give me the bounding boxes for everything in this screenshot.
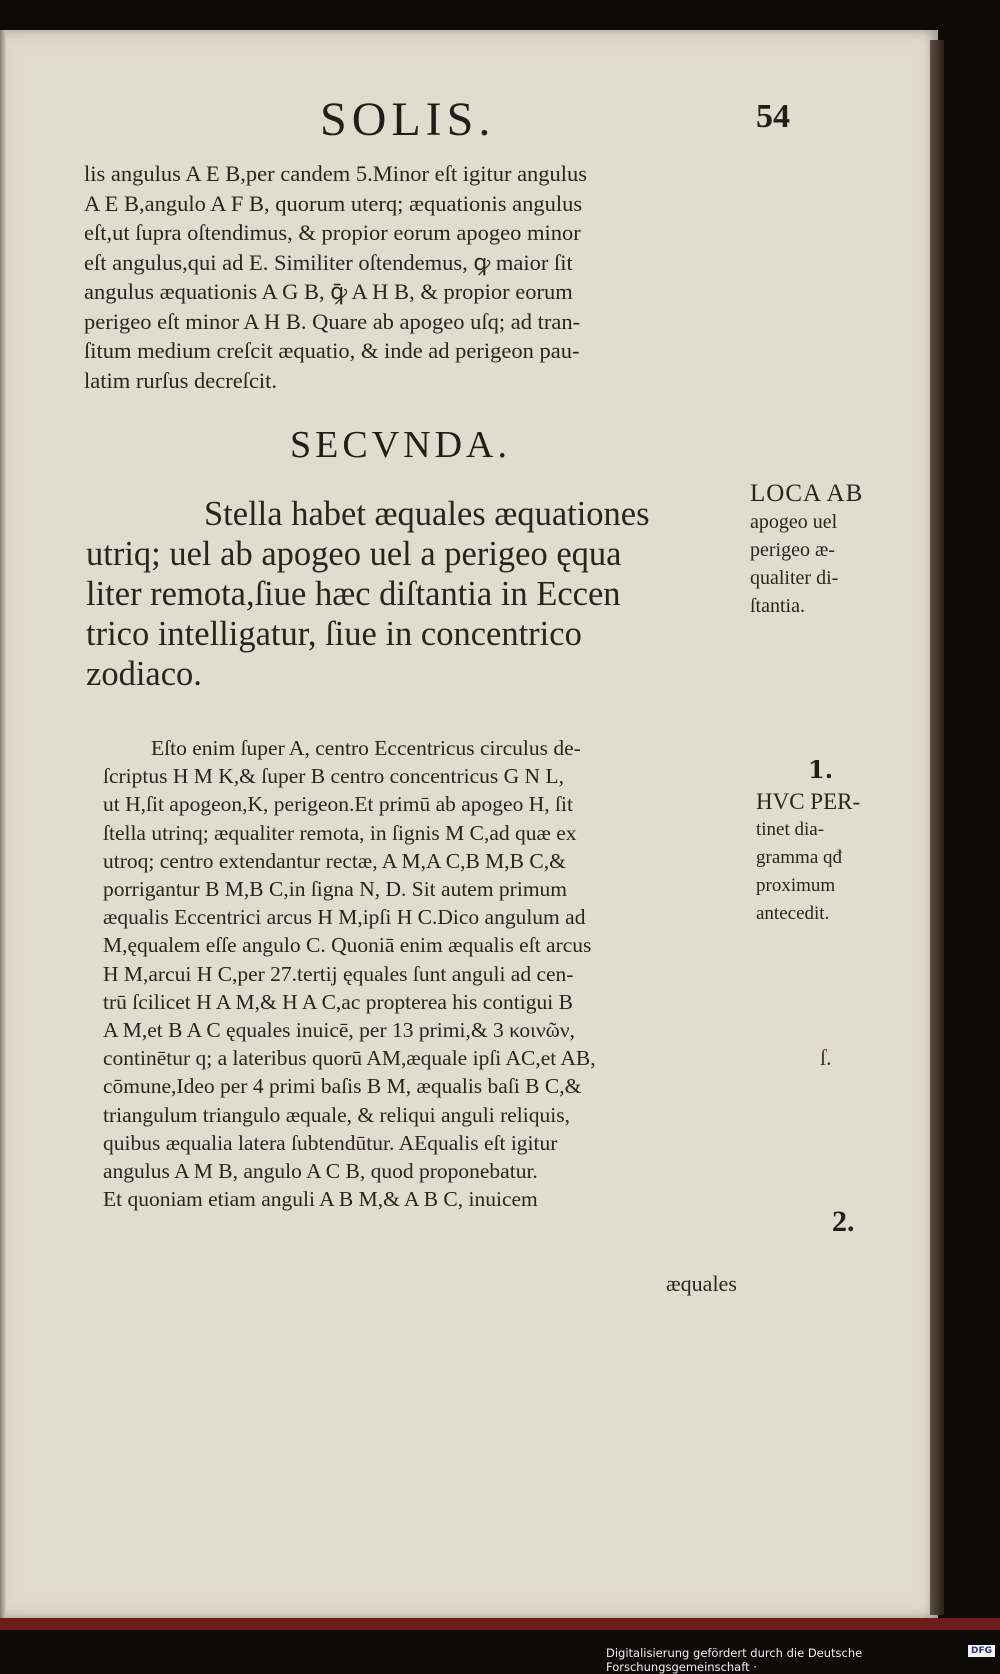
marginal-number-1: 1.: [808, 755, 834, 784]
marginal-mark: ſ.: [820, 1045, 832, 1070]
section-heading: SECVNDA.: [290, 424, 511, 466]
binding-band: [0, 1618, 1000, 1630]
proposition-line: liter remota,ſiue hæc diſtantia in Eccen: [86, 575, 621, 613]
proposition-line: utriq; uel ab apogeo uel a perigeo ęqua: [86, 535, 622, 573]
text-line: H M,arcui H C,per 27.tertij ęquales ſunt anguli ad cen-: [103, 961, 574, 986]
margin-line: tinet dia-: [756, 819, 825, 840]
text-line: continētur q; a lateribus quorū AM,æquale ipſi AC,et AB,: [103, 1046, 596, 1071]
text-line: latim rurſus decreſcit.: [84, 367, 278, 393]
text-line: lis angulus A E B,per candem 5.Minor eſt igitur angulus: [84, 161, 588, 186]
margin-note-huc: [756, 788, 860, 928]
text-line: Et quoniam etiam anguli A B M,& A B C, inuicem: [103, 1187, 538, 1212]
margin-line: proximum: [756, 875, 836, 896]
page-left-edge: [0, 30, 6, 1618]
proposition-text: [86, 494, 650, 694]
margin-line: apogeo uel: [750, 511, 838, 533]
text-line: ſtella utrinq; æqualiter remota, in ſignis M C,ad quæ ex: [103, 820, 577, 845]
catchword: æquales: [666, 1271, 737, 1296]
text-line: æqualis Eccentrici arcus H M,ipſi H C.Dico angulum ad: [103, 905, 586, 930]
margin-line: gramma qđ: [756, 847, 843, 868]
running-head: SOLIS.: [320, 93, 496, 146]
text-line: A E B,angulo A F B, quorum uterq; æquationis angulus: [84, 190, 583, 216]
text-line: ſitum medium creſcit æquatio, & inde ad perigeon pau-: [84, 338, 580, 363]
margin-line: HVC PER-: [756, 789, 861, 814]
opening-paragraph: [84, 159, 587, 395]
text-line: cōmune,Ideo per 4 primi baſis B M, æqualis baſi B C,&: [103, 1074, 582, 1099]
digitization-credit: Digitalisierung gefördert durch die Deutsche Forschungsgemeinschaft ·: [606, 1646, 863, 1674]
margin-note-loca: [750, 480, 863, 620]
text-line: ſcriptus H M K,& ſuper B centro concentricus G N L,: [103, 764, 564, 789]
text-line: quibus æqualia latera ſubtendūtur. AEqualis eſt igitur: [103, 1130, 558, 1155]
text-line: Eſto enim ſuper A, centro Eccentricus circulus de-: [151, 736, 581, 760]
text-line: trū ſcilicet H A M,& H A C,ac propterea his contigui B: [103, 989, 573, 1014]
margin-line: perigeo æ-: [750, 539, 835, 561]
text-line: porrigantur B M,B C,in ſigna N, D. Sit autem primum: [103, 877, 568, 902]
text-line: A M,et B A C ęquales inuicē, per 13 primi,& 3 κοινῶν,: [103, 1018, 575, 1043]
text-line: angulus æquationis A G B, ꝙ̄ A H B, & propior eorum: [84, 279, 573, 304]
page-gutter-shadow: [930, 40, 944, 1615]
margin-line: LOCA AB: [750, 480, 864, 507]
text-line: eſt,ut ſupra oſtendimus, & propior eorum apogeo minor: [84, 220, 581, 245]
text-line: utroq; centro extendantur rectæ, A M,A C,B M,B C,&: [103, 848, 566, 873]
proposition-line: zodiaco.: [86, 655, 202, 693]
text-line: eſt angulus,qui ad E. Similiter oſtendemus, ꝙ maior ſit: [84, 249, 573, 275]
page-number: 54: [756, 98, 790, 135]
margin-line: ſtantia.: [750, 595, 805, 617]
margin-line: qualiter di-: [750, 567, 839, 589]
text-line: M,ęqualem eſſe angulo C. Quoniā enim æqualis eſt arcus: [103, 933, 592, 958]
proposition-line: Stella habet æquales æquationes: [204, 495, 650, 533]
text-line: angulus A M B, angulo A C B, quod proponebatur.: [103, 1159, 538, 1184]
marginal-number-2: 2.: [832, 1205, 855, 1238]
margin-line: antecedit.: [756, 903, 830, 924]
dfg-logo: DFG: [968, 1645, 995, 1657]
proposition-line: trico intelligatur, ſiue in concentrico: [86, 615, 582, 653]
text-line: ut H,ſit apogeon,K, perigeon.Et primū ab apogeo H, ſit: [103, 792, 573, 817]
body-paragraph: [103, 734, 596, 1213]
text-line: triangulum triangulo æquale, & reliqui anguli reliquis,: [103, 1102, 570, 1127]
text-line: perigeo eſt minor A H B. Quare ab apogeo uſq; ad tran-: [84, 308, 581, 334]
